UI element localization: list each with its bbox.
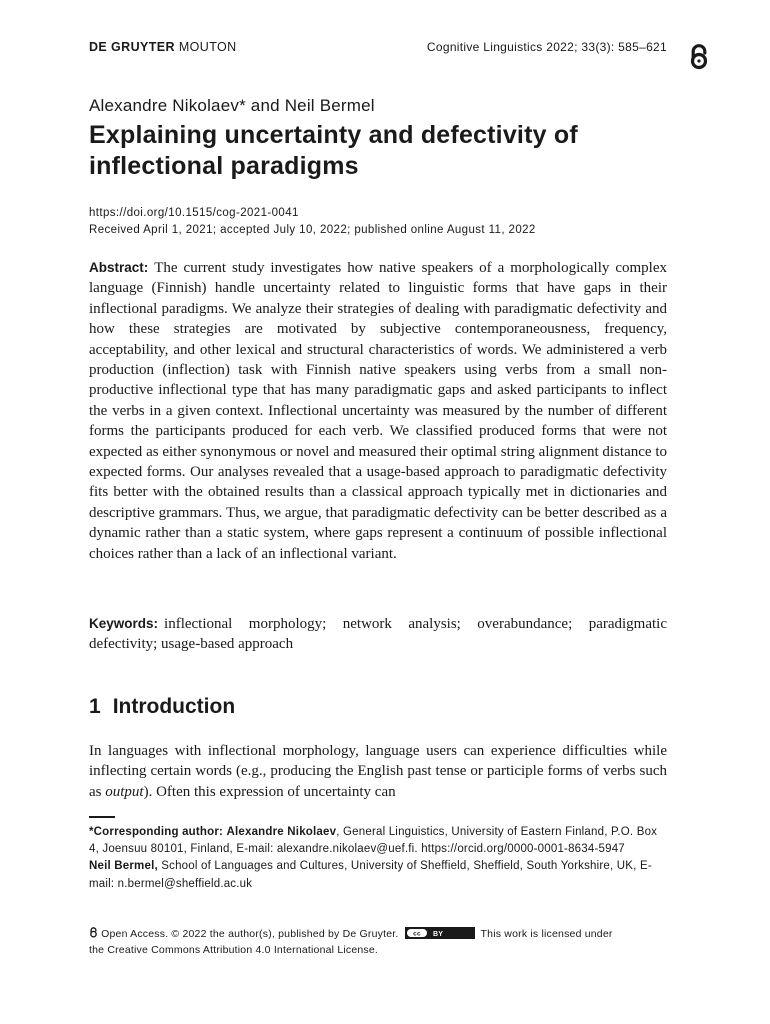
svg-text:cc: cc <box>412 930 421 938</box>
publisher-bold: DE GRUYTER <box>89 40 175 54</box>
abstract <box>89 258 667 564</box>
publisher-imprint: MOUTON <box>178 40 237 54</box>
keywords-label: Keywords: <box>89 616 159 631</box>
publisher-name <box>89 40 237 54</box>
second-author-note <box>89 858 667 892</box>
open-access-statement: Open Access. © 2022 the author(s), published by De Gruyter. <box>101 928 399 940</box>
second-author-details: School of Languages and Cultures, University of Sheffield, Sheffield, South Yorkshire, UK, E-mail: n.bermel@sheffield.ac.uk <box>89 860 652 890</box>
abstract-label: Abstract: <box>89 260 149 275</box>
article-title: Explaining uncertainty and defectivity of inflectional paradigms <box>89 121 578 180</box>
footnote-divider <box>89 816 115 818</box>
abstract-text: The current study investigates how native speakers of a morphologically complex language (Finnish) handle uncertainty related to linguistic forms that have gaps in their inflectional paradigms. We analyze their strategies of dealing with paradigmatic defectivity and how these strategies are motivated by subjective contemporaneousness, frequency, acceptability, and other lexical and structural characteristics of words. We administered a verb production (inflection) task with Finnish native speakers using verbs from a small non-productive inflectional type that has many paradigmatic gaps and asked participants to inflect the verbs in a given context. Inflectional uncertainty was measured by the number of different forms the participants produced for each verb. We classified produced forms that were not expected as either synonymous or novel and measured their optimal string alignment distance to expected forms. Our analyses revealed that a usage-based approach to paradigmatic defectivity fits better with the obtained results than a classical approach typically met in dictionaries and descriptive grammars. Thus, we argue, that paradigmatic defectivity can be better described as a dynamic rather than a static system, where gaps represent a continuum of possible inflectional choices rather than a lack of an inflectional variant. <box>89 260 667 562</box>
intro-text-end: ). Often this expression of uncertainty can <box>143 783 396 800</box>
intro-italic-term: output <box>105 783 144 800</box>
open-access-icon <box>688 44 710 70</box>
journal-citation: Cognitive Linguistics 2022; 33(3): 585–621 <box>426 40 667 54</box>
section-heading <box>89 695 235 719</box>
article-metadata <box>89 205 536 239</box>
cc-badge-label: BY <box>432 930 443 938</box>
open-access-small-icon <box>89 927 98 938</box>
introduction-paragraph <box>89 741 667 802</box>
cc-by-license-icon[interactable] <box>405 927 475 939</box>
keywords <box>89 614 667 655</box>
second-author-name: Neil Bermel, <box>89 860 158 873</box>
corresponding-author-note <box>89 824 667 858</box>
author-list: Alexandre Nikolaev* and Neil Bermel <box>89 96 375 115</box>
doi-link[interactable]: https://doi.org/10.1515/cog-2021-0041 <box>89 207 299 219</box>
corresponding-author-name: Alexandre Nikolaev <box>226 826 337 838</box>
license-line-1 <box>89 926 667 942</box>
publication-history: Received April 1, 2021; accepted July 10, 2022; published online August 11, 2022 <box>89 224 536 236</box>
corresponding-author-label: *Corresponding author: <box>89 826 224 838</box>
section-number: 1 <box>89 695 101 718</box>
license-note <box>89 926 667 958</box>
corresponding-author-details: , General Linguistics, University of Eastern Finland, P.O. Box 4, Joensuu 80101, Finland, E-mail: alexandre.nikolaev@uef.fi. https://orcid.org/0000-0001-8634-5947 <box>89 826 658 856</box>
running-head <box>89 40 667 58</box>
license-statement: This work is licensed under <box>480 928 613 940</box>
license-line-2: the Creative Commons Attribution 4.0 International License. <box>89 944 379 956</box>
intro-text-start: In languages with inflectional morphology, language users can experience difficulties while inflecting certain words (e.g., producing the English past tense or participle forms of verbs such as <box>89 743 667 800</box>
keywords-text: inflectional morphology; network analysis; overabundance; paradigmatic defectivity; usage-based approach <box>89 616 667 653</box>
section-title: Introduction <box>112 695 236 718</box>
author-footnotes <box>89 824 667 893</box>
